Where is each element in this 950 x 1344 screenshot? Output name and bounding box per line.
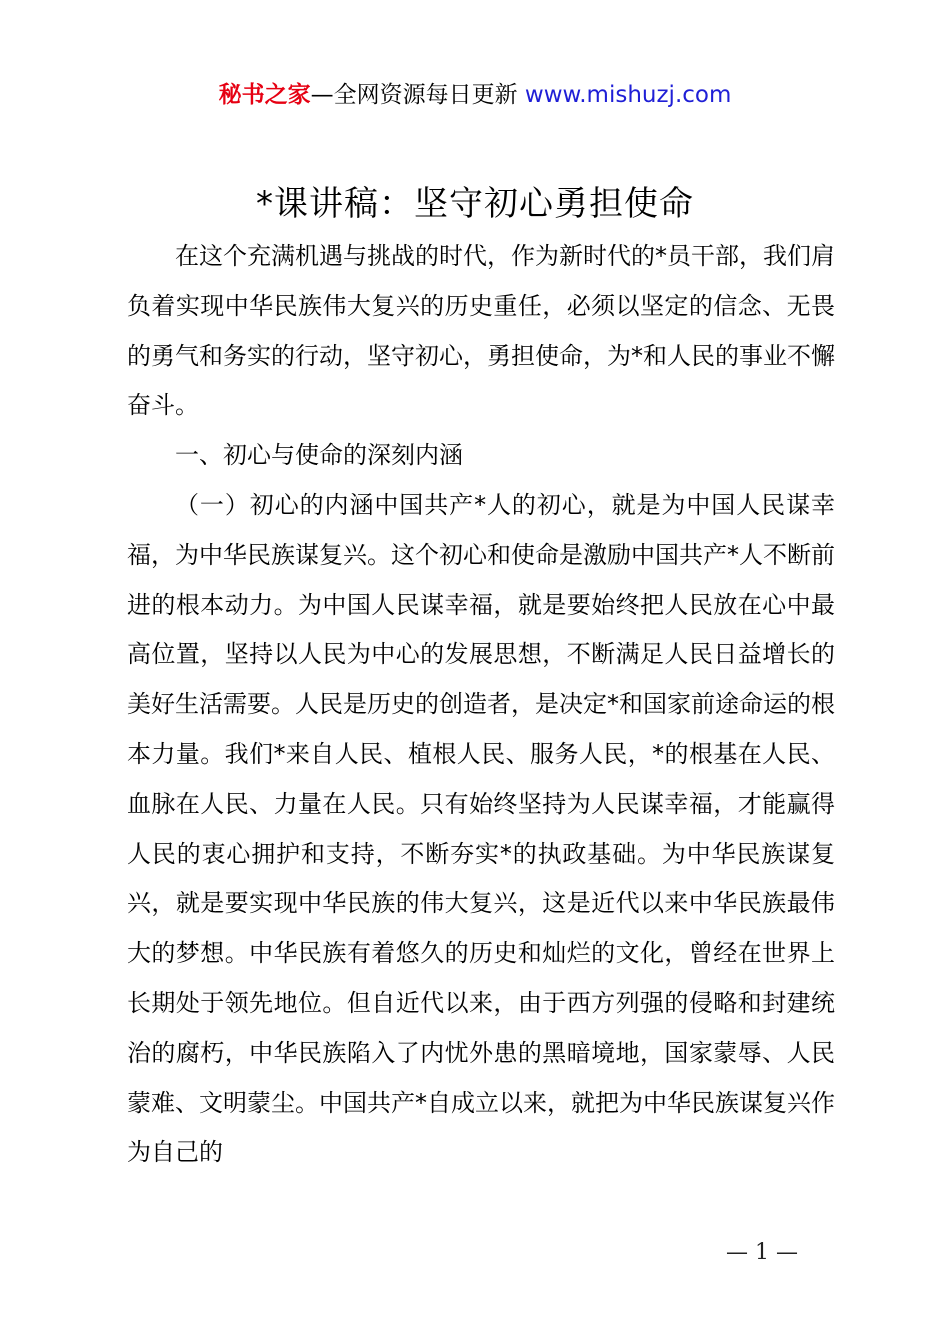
brand-name: 秘书之家: [218, 82, 311, 108]
paragraph-intro: 在这个充满机遇与挑战的时代，作为新时代的*员干部，我们肩负着实现中华民族伟大复兴的历史重任，必须以坚定的信念、无畏的勇气和务实的行动，坚守初心，勇担使命，为*和人民的事业不懈奋斗。: [127, 242, 835, 420]
page-number: — 1 —: [726, 1240, 798, 1265]
section-heading: 一、初心与使命的深刻内涵: [175, 441, 463, 470]
site-header: [0, 79, 950, 111]
site-url[interactable]: www.mishuzj.com: [524, 82, 732, 108]
header-slogan: —全网资源每日更新: [310, 82, 525, 108]
paragraph-body: （一）初心的内涵中国共产*人的初心，就是为中国人民谋幸福，为中华民族谋复兴。这个初心和使命是激励中国共产*人不断前进的根本动力。为中国人民谋幸福，就是要始终把人民放在心中最高位置，坚持以人民为中心的发展思想，不断满足人民日益增长的美好生活需要。人民是历史的创造者，是决定*和国家前途命运的根本力量。我们*来自人民、植根人民、服务人民，*的根基在人民、血脉在人民、力量在人民。只有始终坚持为人民谋幸福，才能赢得人民的衷心拥护和支持，不断夯实*的执政基础。为中华民族谋复兴，就是要实现中华民族的伟大复兴，这是近代以来中华民族最伟大的梦想。中华民族有着悠久的历史和灿烂的文化，曾经在世界上长期处于领先地位。但自近代以来，由于西方列强的侵略和封建统治的腐朽，中华民族陷入了内忧外患的黑暗境地，国家蒙辱、人民蒙难、文明蒙尘。中国共产*自成立以来，就把为中华民族谋复兴作为自己的: [127, 490, 835, 1167]
document-title: *课讲稿：坚守初心勇担使命: [256, 184, 694, 224]
document-body: [127, 232, 835, 1178]
